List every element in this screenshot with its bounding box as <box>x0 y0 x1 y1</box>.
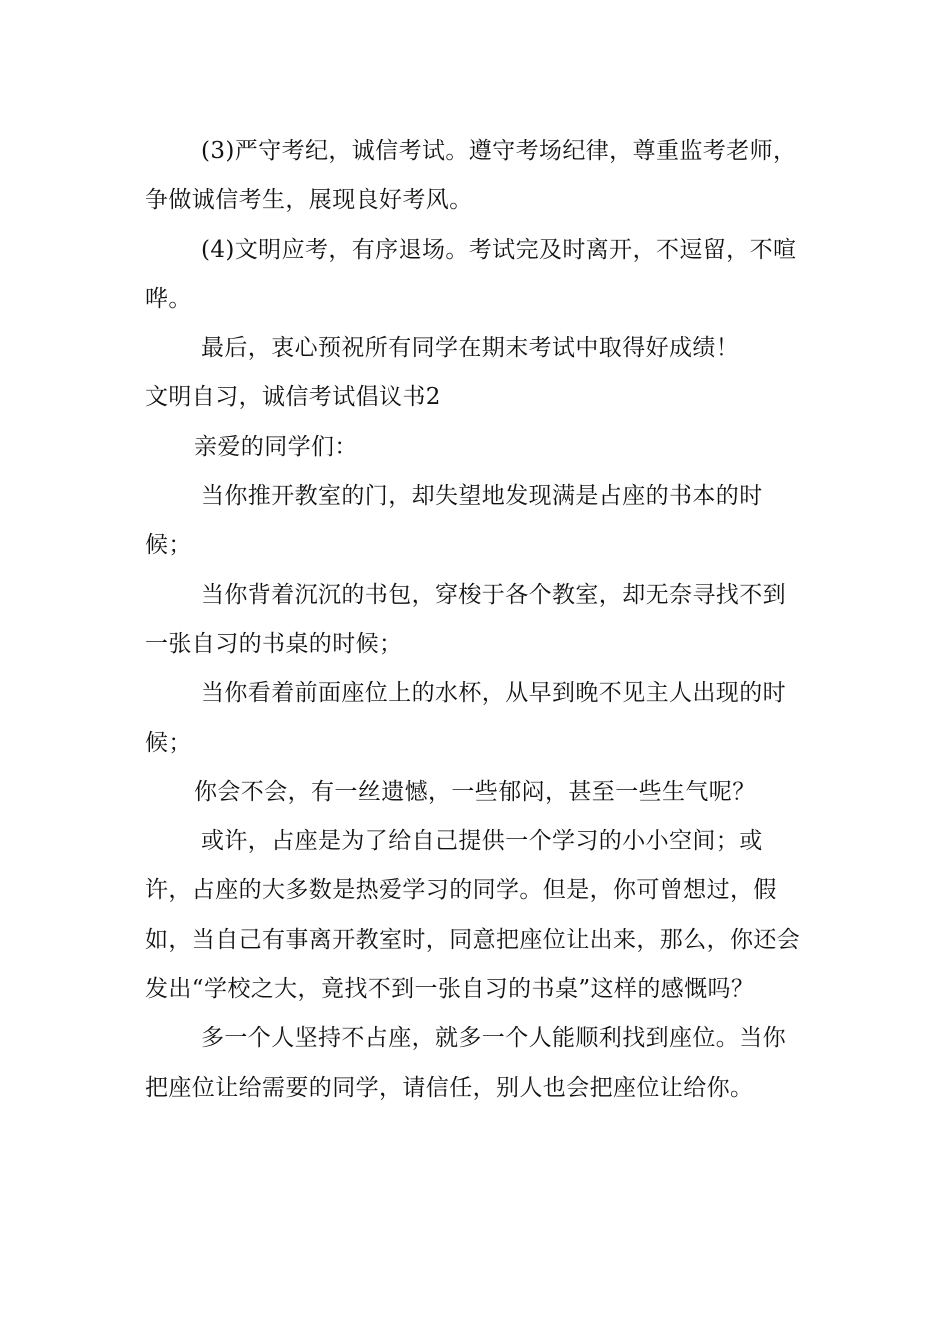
paragraph-perhaps: 或许，占座是为了给自己提供一个学习的小小空间；或许，占座的大多数是热爱学习的同学。但是，你可曾想过，假如，当自己有事离开教室时，同意把座位让出来，那么，你还会发出“学校之大，竟找不到一张自习的书桌”这样的感慨吗？ <box>145 828 801 1003</box>
paragraph-exam-discipline: (3)严守考纪，诚信考试。遵守考场纪律，尊重监考老师，争做诚信考生，展现良好考风。 <box>145 138 797 214</box>
paragraph-heavy-bag: 当你背着沉沉的书包，穿梭于各个教室，却无奈寻找不到一张自习的书桌的时候； <box>145 581 786 657</box>
paragraph-one-more-person: 多一个人坚持不占座，就多一个人能顺利找到座位。当你把座位让给需要的同学，请信任，别人也会把座位让给你。 <box>145 1025 786 1101</box>
salutation: 亲爱的同学们： <box>194 433 358 460</box>
section-title: 文明自习，诚信考试倡议书2 <box>145 384 441 411</box>
paragraph-question: 你会不会，有一丝遗憾，一些郁闷，甚至一些生气呢？ <box>194 778 756 805</box>
paragraph-orderly-exit: (4)文明应考，有序退场。考试完及时离开，不逗留，不喧哗。 <box>145 236 797 312</box>
paragraph-best-wishes: 最后，衷心预祝所有同学在期末考试中取得好成绩！ <box>201 335 740 362</box>
document-body <box>145 127 809 1113</box>
paragraph-classroom-door: 当你推开教室的门，却失望地发现满是占座的书本的时候； <box>145 483 763 559</box>
paragraph-water-cup: 当你看着前面座位上的水杯，从早到晚不见主人出现的时候； <box>145 680 786 756</box>
